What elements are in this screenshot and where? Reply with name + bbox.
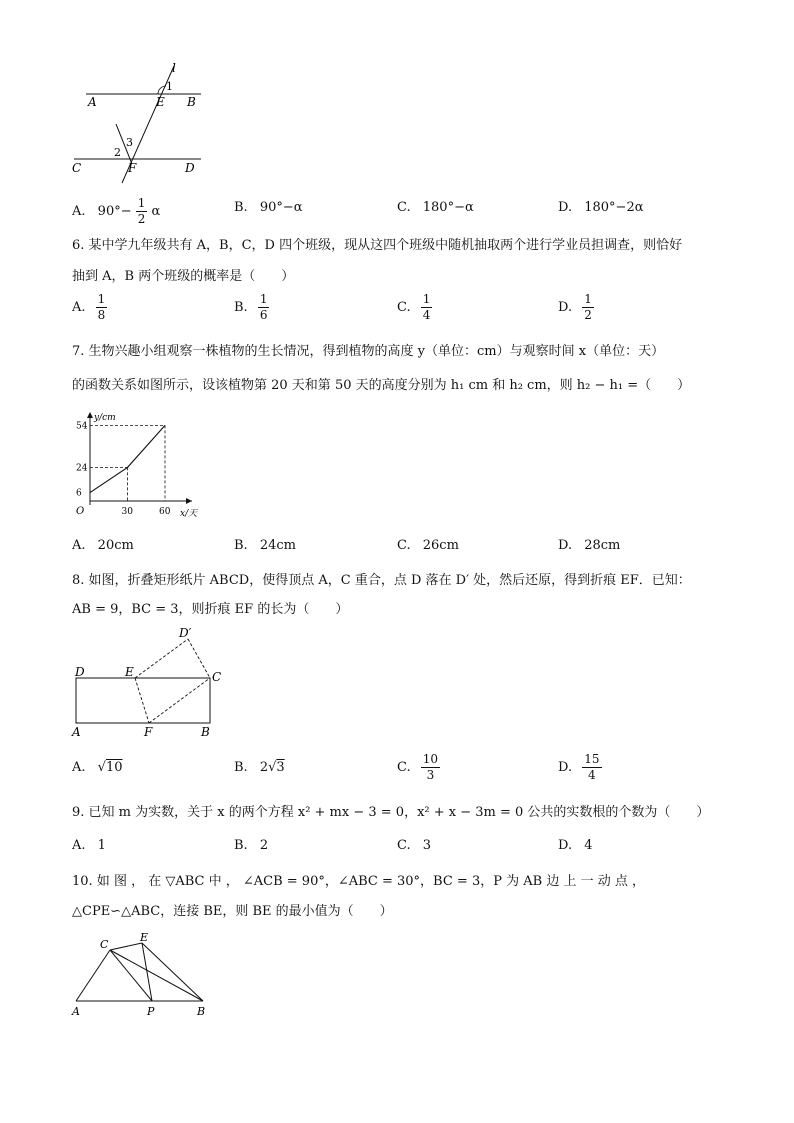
label-B: B bbox=[201, 725, 210, 739]
label-E: E bbox=[140, 931, 149, 944]
label-C: C bbox=[100, 938, 109, 951]
q8-option-d[interactable]: D. $\frac{15}{4}$ bbox=[558, 752, 600, 782]
label-3: 3 bbox=[126, 136, 133, 149]
q5-option-c[interactable]: C. 180°−α bbox=[397, 200, 474, 215]
q8-option-a[interactable]: A. √10 bbox=[72, 760, 123, 775]
q8-stem-line1: 8. 如图，折叠矩形纸片 ABCD，使得顶点 A，C 重合，点 D 落在 D′ 处，然后还原，得到折痕 EF．已知： bbox=[72, 573, 691, 588]
q5-option-d[interactable]: D. 180°−2α bbox=[558, 200, 644, 215]
q6-option-d[interactable]: D. $\frac{1}{2}$ bbox=[558, 292, 592, 322]
y-tick-label: 24 bbox=[76, 463, 88, 474]
q10-stem-line2: △CPE∽△ABC，连接 BE，则 BE 的最小值为（ ） bbox=[72, 904, 393, 919]
y-axis-arrow bbox=[87, 412, 93, 418]
q6-stem-line2: 抽到 A，B 两个班级的概率是（ ） bbox=[72, 269, 295, 284]
q9-option-b[interactable]: B. 2 bbox=[234, 838, 269, 853]
q6-option-b[interactable]: B. $\frac{1}{6}$ bbox=[234, 292, 268, 322]
label-A: A bbox=[72, 1005, 80, 1018]
q7-stem-line2: 的函数关系如图所示，设该植物第 20 天和第 50 天的高度分别为 h₁ cm 和 h₂ cm，则 h₂ − h₁ =（ ） bbox=[72, 378, 691, 393]
y-tick-label: 6 bbox=[76, 488, 82, 499]
q7-stem-line1: 7. 生物兴趣小组观察一株植物的生长情况，得到植物的高度 y（单位：cm）与观察时间 x（单位：天） bbox=[72, 344, 665, 359]
origin-label: O bbox=[76, 506, 85, 517]
label-C: C bbox=[212, 670, 222, 684]
q8-option-c[interactable]: C. $\frac{10}{3}$ bbox=[397, 752, 439, 782]
y-tick-label: 54 bbox=[76, 421, 88, 432]
q7-option-b[interactable]: B. 24cm bbox=[234, 538, 296, 553]
label-A: A bbox=[88, 95, 97, 109]
folded-rectangle-figure bbox=[66, 624, 236, 744]
label-D: D bbox=[185, 161, 195, 175]
q7-option-d[interactable]: D. 28cm bbox=[558, 538, 621, 553]
q9-stem: 9. 已知 m 为实数，关于 x 的两个方程 x² + mx − 3 = 0，x² + x − 3m = 0 公共的实数根的个数为（ ） bbox=[72, 805, 710, 820]
label-B: B bbox=[197, 1005, 206, 1018]
q5-option-a[interactable]: A. 90°− $\frac{1}{2}$ α bbox=[72, 196, 161, 226]
q9-option-a[interactable]: A. 1 bbox=[72, 838, 106, 853]
q6-option-c[interactable]: C. $\frac{1}{4}$ bbox=[397, 292, 431, 322]
growth-line-chart bbox=[66, 408, 216, 523]
q10-stem-line1: 10. 如 图 ， 在 ▽ABC 中 ， ∠ACB = 90°，∠ABC = 30°，BC = 3，P 为 AB 边 上 一 动 点 ， bbox=[72, 874, 645, 889]
q8-stem-line2: AB = 9，BC = 3，则折痕 EF 的长为（ ） bbox=[72, 602, 349, 617]
x-axis-arrow bbox=[186, 498, 192, 504]
q6-option-a[interactable]: A. $\frac{1}{8}$ bbox=[72, 292, 106, 322]
q9-option-c[interactable]: C. 3 bbox=[397, 838, 432, 853]
label-C: C bbox=[72, 161, 82, 175]
label-F: F bbox=[128, 161, 137, 175]
q6-stem-line1: 6. 某中学九年级共有 A，B，C，D 四个班级，现从这四个班级中随机抽取两个进行学业员担调查，则恰好 bbox=[72, 238, 683, 253]
parallel-lines-figure bbox=[66, 58, 216, 188]
label-2: 2 bbox=[114, 146, 121, 159]
q8-option-b[interactable]: B. 2√3 bbox=[234, 760, 285, 775]
label-1: 1 bbox=[166, 80, 173, 93]
label-E: E bbox=[125, 665, 134, 679]
label-A: A bbox=[72, 725, 81, 739]
label-D: D bbox=[75, 665, 85, 679]
label-P: P bbox=[147, 1005, 155, 1018]
label-E: E bbox=[156, 95, 165, 109]
x-tick-label: 60 bbox=[159, 507, 171, 517]
q9-option-d[interactable]: D. 4 bbox=[558, 838, 593, 853]
q7-option-a[interactable]: A. 20cm bbox=[72, 538, 134, 553]
label-Dprime: D′ bbox=[179, 626, 192, 640]
q7-option-c[interactable]: C. 26cm bbox=[397, 538, 459, 553]
label-l: l bbox=[172, 61, 176, 75]
x-tick-label: 30 bbox=[121, 507, 133, 517]
triangle-figure bbox=[66, 928, 226, 1023]
y-axis-label: y/cm bbox=[94, 413, 116, 423]
x-axis-label: x/天 bbox=[180, 509, 198, 519]
q5-option-b[interactable]: B. 90°−α bbox=[234, 200, 303, 215]
label-B: B bbox=[187, 95, 196, 109]
label-F: F bbox=[144, 725, 153, 739]
